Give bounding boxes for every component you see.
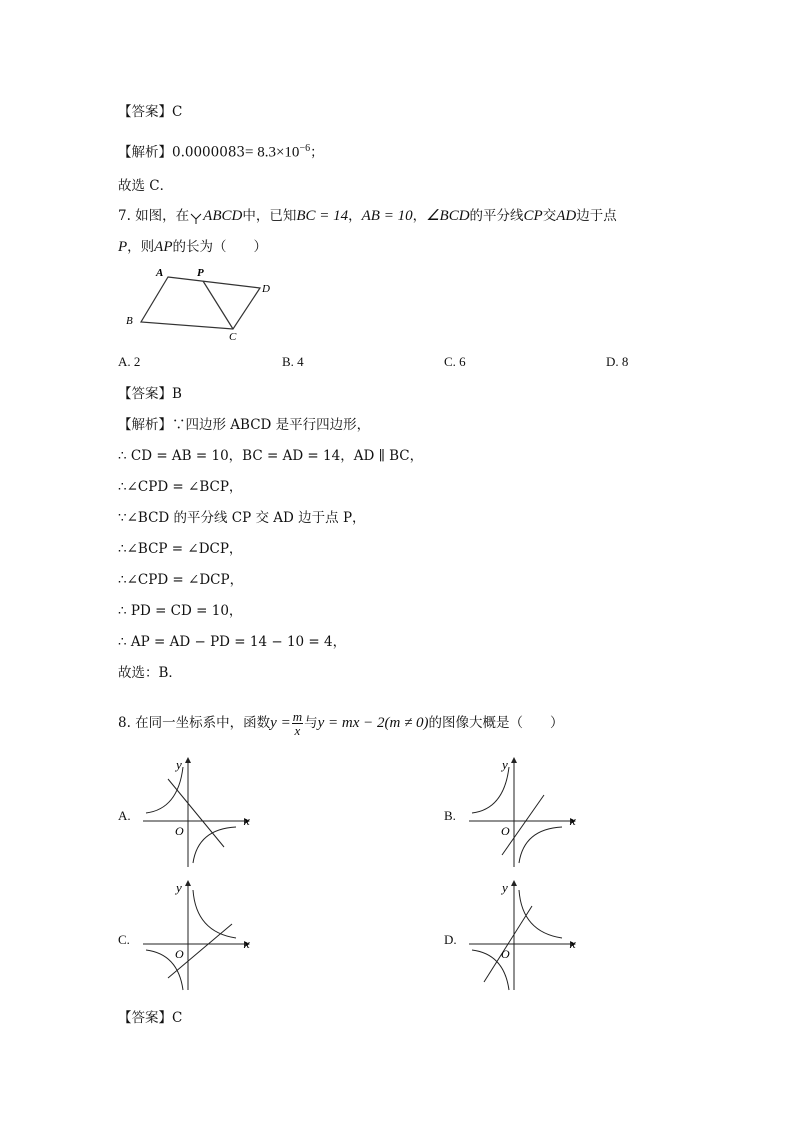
q7-analysis-step-7: ∴ PD = CD = 10，: [118, 603, 243, 619]
q7-stem-line-1: [118, 207, 617, 225]
q7-stem-text: 的长为（ ）: [172, 239, 267, 255]
q7-stem-ap: AP: [154, 239, 173, 255]
q7-analysis-step-5: ∴∠BCP = ∠DCP，: [118, 541, 243, 557]
q8-option-d-label: D.: [444, 932, 457, 947]
axis-y-label: y: [502, 880, 508, 895]
q7-stem-text: 7. 如图，在: [118, 208, 190, 224]
q8-graph-c: [138, 878, 258, 993]
q7-stem-angle: ∠BCD: [426, 208, 470, 224]
label-C: C: [229, 331, 237, 343]
q7-analysis-step-6: ∴∠CPD = ∠DCP，: [118, 572, 244, 588]
axis-x-label: x: [570, 936, 576, 951]
q8-stem-linear: y = mx − 2(m ≠ 0): [317, 715, 429, 731]
q7-stem-p: P: [118, 239, 128, 255]
q6-analysis-exp: −6: [299, 143, 311, 154]
q8-answer: 【答案】C: [118, 1010, 183, 1026]
q7-conclusion: 故选：B．: [118, 665, 182, 681]
q7-analysis-step-2: ∴ CD = AB = 10，BC = AD = 14，AD ∥ BC，: [118, 448, 424, 464]
q8-frac-num: m: [292, 709, 303, 724]
q7-option-a: A. 2: [118, 354, 141, 369]
q7-stem-comma: ，: [412, 208, 427, 224]
q7-stem-text: ，则: [127, 239, 155, 255]
q8-stem: [118, 710, 564, 737]
q7-stem-text: 边于点: [576, 208, 617, 224]
origin-label: O: [501, 947, 510, 961]
origin-label: O: [175, 947, 184, 961]
q6-analysis: [118, 140, 324, 162]
q7-analysis-step-8: ∴ AP = AD − PD = 14 − 10 = 4，: [118, 634, 347, 650]
label-D: D: [262, 283, 270, 295]
q7-stem-comma: ，: [348, 208, 362, 224]
q8-graph-a: [138, 755, 258, 870]
label-P: P: [197, 267, 204, 279]
q7-analysis-step-4: ∵∠BCD 的平分线 CP 交 AD 边于点 P，: [118, 510, 366, 526]
q8-fraction: [292, 710, 303, 737]
q7-parallelogram-figure: [118, 262, 278, 344]
axis-x-label: x: [570, 813, 576, 828]
q7-analysis-tag: 【解析】: [118, 417, 172, 433]
q7-step-text: ∵四边形 ABCD 是平行四边形，: [172, 417, 371, 433]
q7-stem-text: 中，已知: [242, 208, 297, 224]
q7-stem-text: 交: [542, 208, 557, 224]
q7-stem-bc: BC = 14: [296, 208, 349, 224]
q7-stem-ab: AB = 10: [361, 208, 413, 224]
q8-graph-b: [464, 755, 584, 870]
q8-stem-text: 的图像大概是（ ）: [428, 715, 564, 731]
q8-graph-d: [464, 878, 584, 993]
q7-stem-cp: CP: [523, 208, 543, 224]
q8-option-c-label: C.: [118, 932, 130, 947]
axis-y-label: y: [176, 880, 182, 895]
q8-stem-text: 8. 在同一坐标系中，函数: [118, 715, 271, 731]
q7-option-c: C. 6: [444, 354, 466, 369]
q6-analysis-tag: 【解析】: [118, 144, 172, 161]
q6-analysis-lhs: 0.0000083: [172, 144, 246, 161]
q8-frac-den: x: [294, 723, 301, 738]
axis-x-label: x: [244, 813, 250, 828]
q7-analysis-step-3: ∴∠CPD = ∠BCP，: [118, 479, 243, 495]
q7-stem-line-2: [118, 238, 267, 256]
axis-y-label: y: [502, 757, 508, 772]
q7-analysis-step-1: [118, 416, 370, 434]
q6-analysis-eq: = 8.3×10: [245, 144, 300, 161]
q6-analysis-end: ；: [310, 144, 324, 161]
label-B: B: [126, 315, 133, 327]
q6-answer: 【答案】C: [118, 104, 183, 120]
origin-label: O: [175, 824, 184, 838]
axis-x-label: x: [244, 936, 250, 951]
q6-conclusion: 故选 C．: [118, 178, 174, 194]
q7-option-d: D. 8: [606, 354, 629, 369]
parallelogram-symbol-icon: [190, 210, 202, 220]
q7-stem-parallelogram: ABCD: [203, 208, 243, 224]
q7-option-b: B. 4: [282, 354, 304, 369]
q8-option-a-label: A.: [118, 808, 131, 823]
q7-stem-text: 的平分线: [469, 208, 524, 224]
q7-answer: 【答案】B: [118, 386, 182, 402]
label-A: A: [156, 267, 164, 279]
q8-option-b-label: B.: [444, 808, 456, 823]
axis-y-label: y: [176, 757, 182, 772]
origin-label: O: [501, 824, 510, 838]
q8-stem-y: y =: [270, 715, 291, 731]
q8-stem-text: 与: [304, 715, 318, 731]
q7-stem-ad: AD: [556, 208, 577, 224]
